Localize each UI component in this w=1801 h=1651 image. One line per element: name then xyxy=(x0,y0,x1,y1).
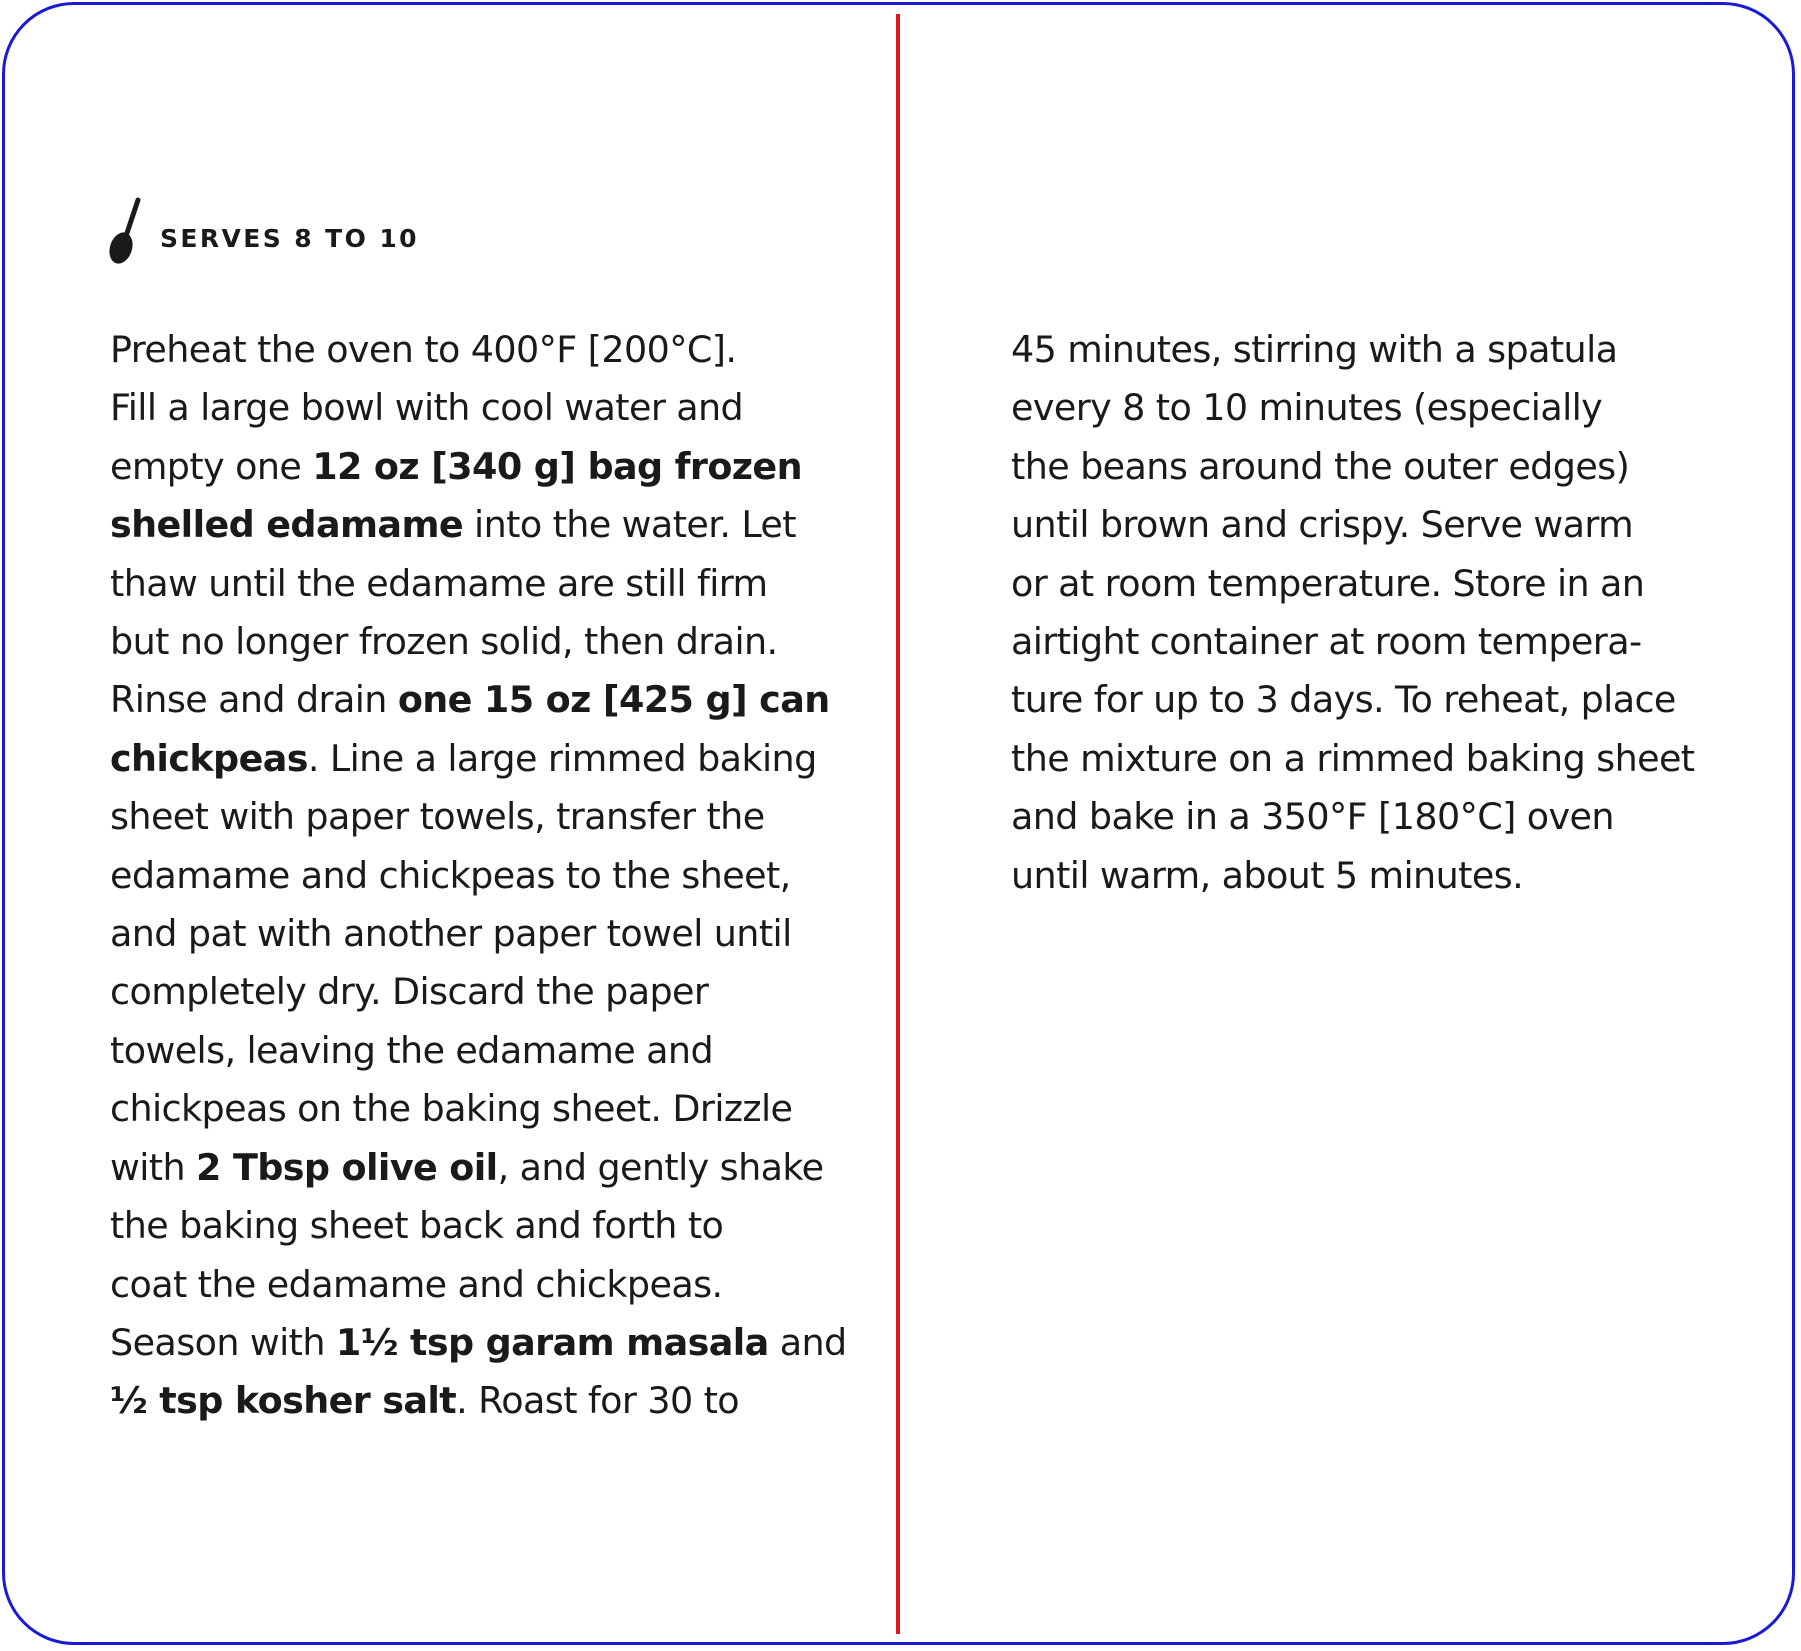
text-line xyxy=(110,379,830,437)
text-line xyxy=(110,788,830,846)
text-line xyxy=(110,1314,847,1372)
text-line xyxy=(110,963,830,1021)
text-line xyxy=(110,1256,830,1314)
text-line xyxy=(110,321,830,379)
text-line xyxy=(1011,496,1771,554)
instruction-text: chickpeas on the baking sheet. Drizzle xyxy=(110,1087,793,1131)
instruction-text: Rinse and drain xyxy=(110,678,398,722)
instruction-text: airtight container at room tempera- xyxy=(1011,620,1642,664)
text-line xyxy=(1011,321,1771,379)
instruction-text: completely dry. Discard the paper xyxy=(110,970,709,1014)
text-line xyxy=(110,1372,830,1430)
instruction-text: , and gently shake xyxy=(497,1145,824,1189)
text-line xyxy=(1011,730,1771,788)
recipe-column-left xyxy=(110,321,847,1431)
ingredient-text: shelled edamame xyxy=(110,503,464,547)
instruction-text: until brown and crispy. Serve warm xyxy=(1011,503,1634,547)
text-line xyxy=(110,613,830,671)
text-line xyxy=(110,1197,830,1255)
instruction-text: and xyxy=(768,1320,847,1364)
instruction-text: . Line a large rimmed baking xyxy=(307,736,817,780)
instruction-text: with xyxy=(110,1145,197,1189)
ingredient-text: one 15 oz [425 g] can xyxy=(397,678,830,722)
ingredient-text: 12 oz [340 g] bag frozen xyxy=(312,444,802,488)
text-line xyxy=(1011,847,1771,905)
instruction-text: . Roast for 30 to xyxy=(456,1379,740,1423)
instruction-text: until warm, about 5 minutes. xyxy=(1011,853,1524,897)
text-line xyxy=(1011,671,1771,729)
instruction-text: the baking sheet back and forth to xyxy=(110,1204,724,1248)
ingredient-text: chickpeas xyxy=(110,736,308,780)
spoon-icon xyxy=(106,196,152,272)
ingredient-text: 1½ tsp garam masala xyxy=(335,1320,769,1364)
text-line xyxy=(110,730,830,788)
instruction-text: the beans around the outer edges) xyxy=(1011,444,1630,488)
instruction-text: ture for up to 3 days. To reheat, place xyxy=(1011,678,1676,722)
ingredient-text: 2 Tbsp olive oil xyxy=(196,1145,498,1189)
instruction-text: and pat with another paper towel until xyxy=(110,912,792,956)
text-line xyxy=(1011,613,1771,671)
text-line xyxy=(1011,438,1771,496)
text-line xyxy=(1011,379,1771,437)
instruction-text: edamame and chickpeas to the sheet, xyxy=(110,853,791,897)
text-line xyxy=(110,1022,830,1080)
serves-label: SERVES 8 TO 10 xyxy=(160,223,419,253)
column-divider xyxy=(896,14,900,1634)
instruction-text: every 8 to 10 minutes (especially xyxy=(1011,386,1603,430)
text-line xyxy=(110,671,830,729)
instruction-text: 45 minutes, stirring with a spatula xyxy=(1011,328,1618,371)
ingredient-text: ½ tsp kosher salt xyxy=(110,1379,457,1423)
text-line xyxy=(110,1080,830,1138)
instruction-text: but no longer frozen solid, then drain. xyxy=(110,620,778,664)
instruction-text: coat the edamame and chickpeas. xyxy=(110,1262,723,1306)
serves-heading xyxy=(106,203,419,273)
instruction-text: into the water. Let xyxy=(463,503,796,547)
text-line xyxy=(110,905,830,963)
instruction-text: towels, leaving the edamame and xyxy=(110,1028,714,1072)
instruction-text: Season with xyxy=(110,1320,336,1364)
text-line xyxy=(1011,555,1771,613)
text-line xyxy=(110,555,830,613)
instruction-text: thaw until the edamame are still firm xyxy=(110,561,768,605)
instruction-text: Preheat the oven to 400°F [200°C]. xyxy=(110,328,737,371)
text-line xyxy=(110,438,830,496)
text-line xyxy=(1011,788,1771,846)
text-line xyxy=(110,496,830,554)
instruction-text: sheet with paper towels, transfer the xyxy=(110,795,765,839)
text-line xyxy=(110,1139,830,1197)
instruction-text: or at room temperature. Store in an xyxy=(1011,561,1645,605)
recipe-column-right xyxy=(1011,321,1771,905)
instruction-text: Fill a large bowl with cool water and xyxy=(110,386,744,430)
instruction-text: empty one xyxy=(110,444,313,488)
instruction-text: the mixture on a rimmed baking sheet xyxy=(1011,736,1695,780)
text-line xyxy=(110,847,830,905)
instruction-text: and bake in a 350°F [180°C] oven xyxy=(1011,795,1614,839)
